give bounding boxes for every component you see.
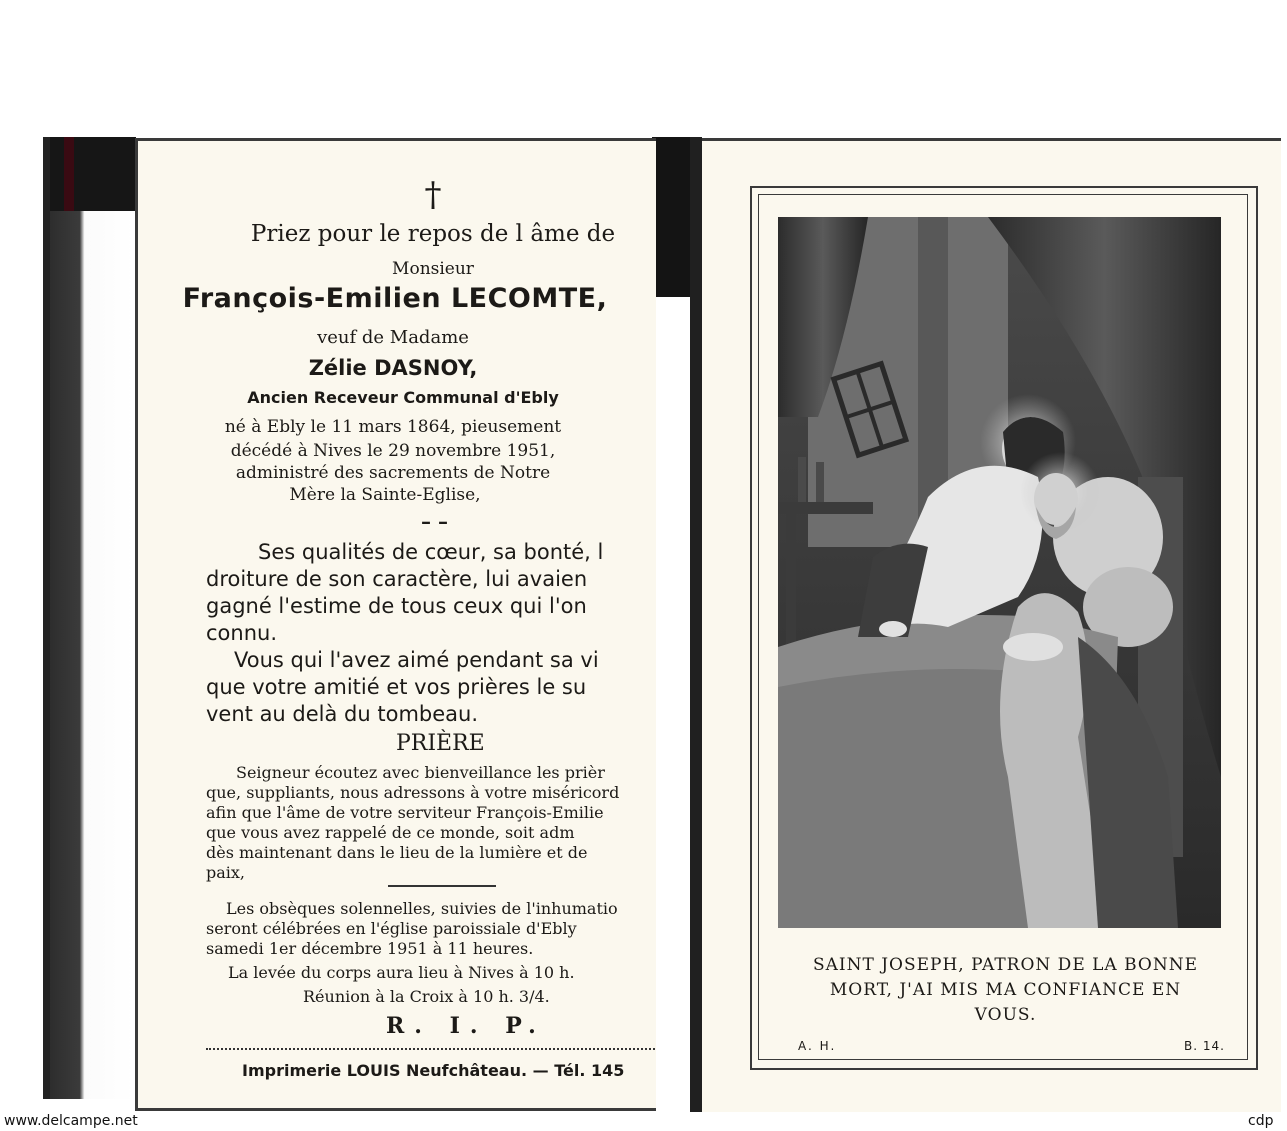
friendship-line: vent au delà du tombeau. [206,702,479,726]
devotional-illustration [778,217,1221,928]
reference-number: B. 14. [1184,1039,1225,1053]
scan-edge [43,137,50,1099]
prayer-line: paix, [206,863,246,882]
deceased-name: François-Emilien LECOMTE, [182,283,608,314]
seller-tag: cdp [1248,1113,1274,1129]
image-caption [778,953,1233,1028]
funeral-line: La levée du corps aura lieu à Nives à 10 h. [228,963,575,982]
tribute-paragraph [206,539,603,647]
memorial-card-image [702,138,1281,1112]
funeral-line: seront célébrées en l'église paroissiale d'Ebly [206,919,577,938]
watermark-url: www.delcampe.net [4,1113,138,1129]
separator-dash: – – [421,509,448,533]
friendship-line: que votre amitié et vos prières le su [206,675,587,699]
prayer-line: que vous avez rappelé de ce monde, soit adm [206,823,575,842]
scan-gap [690,137,702,1112]
cross-icon: † [424,175,442,215]
friendship-paragraph [206,647,599,728]
occupation-line: Ancien Receveur Communal d'Ebly [247,388,559,407]
caption-line: SAINT JOSEPH, PATRON DE LA BONNE [812,955,1199,975]
death-line: décédé à Nives le 29 novembre 1951, [230,441,556,461]
friendship-line: Vous qui l'avez aimé pendant sa vi [234,648,599,672]
prayer-line: afin que l'âme de votre serviteur François-Emilie [206,803,604,822]
publisher-mark: A. H. [798,1039,837,1053]
funeral-info [206,899,618,983]
sacrament-line-1: administré des sacrements de Notre [235,463,551,483]
spouse-name: Zélie DASNOY, [308,356,478,380]
memorial-card-text [135,138,656,1111]
caption-line: MORT, J'AI MIS MA CONFIANCE EN [829,980,1182,1000]
prayer-line: Seigneur écoutez avec bienveillance les prièr [236,763,605,782]
rip-line: R. I. P. [386,1013,546,1039]
tribute-line: Ses qualités de cœur, sa bonté, l [258,540,604,564]
divider [388,885,496,887]
monsieur-line: Monsieur [392,259,474,279]
caption-line: VOUS. [974,1005,1037,1025]
dotted-divider [206,1048,656,1050]
tribute-line: droiture de son caractère, lui avaien [206,567,588,591]
birth-line: né à Ebly le 11 mars 1864, pieusement [224,417,562,437]
pray-line: Priez pour le repos de l âme de [250,221,616,247]
funeral-line: samedi 1er décembre 1951 à 11 heures. [206,939,534,958]
printer-line: Imprimerie LOUIS Neufchâteau. — Tél. 145 [242,1061,625,1080]
prayer-title: PRIÈRE [396,731,485,756]
widower-line: veuf de Madame [317,327,469,348]
tribute-line: connu. [206,621,277,645]
tribute-line: gagné l'estime de tous ceux qui l'on [206,594,587,618]
funeral-line: Les obsèques solennelles, suivies de l'inhumatio [226,899,618,918]
prayer-line: que, suppliants, nous adressons à votre miséricord [206,783,620,802]
prayer-line: dès maintenant dans le lieu de la lumière et de [206,843,588,862]
scan-backdrop-left [43,137,135,1099]
reunion-line: Réunion à la Croix à 10 h. 3/4. [303,987,550,1006]
prayer-text [206,763,619,883]
scan-backdrop-top [50,137,136,211]
sacrament-line-2: Mère la Sainte-Eglise, [289,485,481,505]
